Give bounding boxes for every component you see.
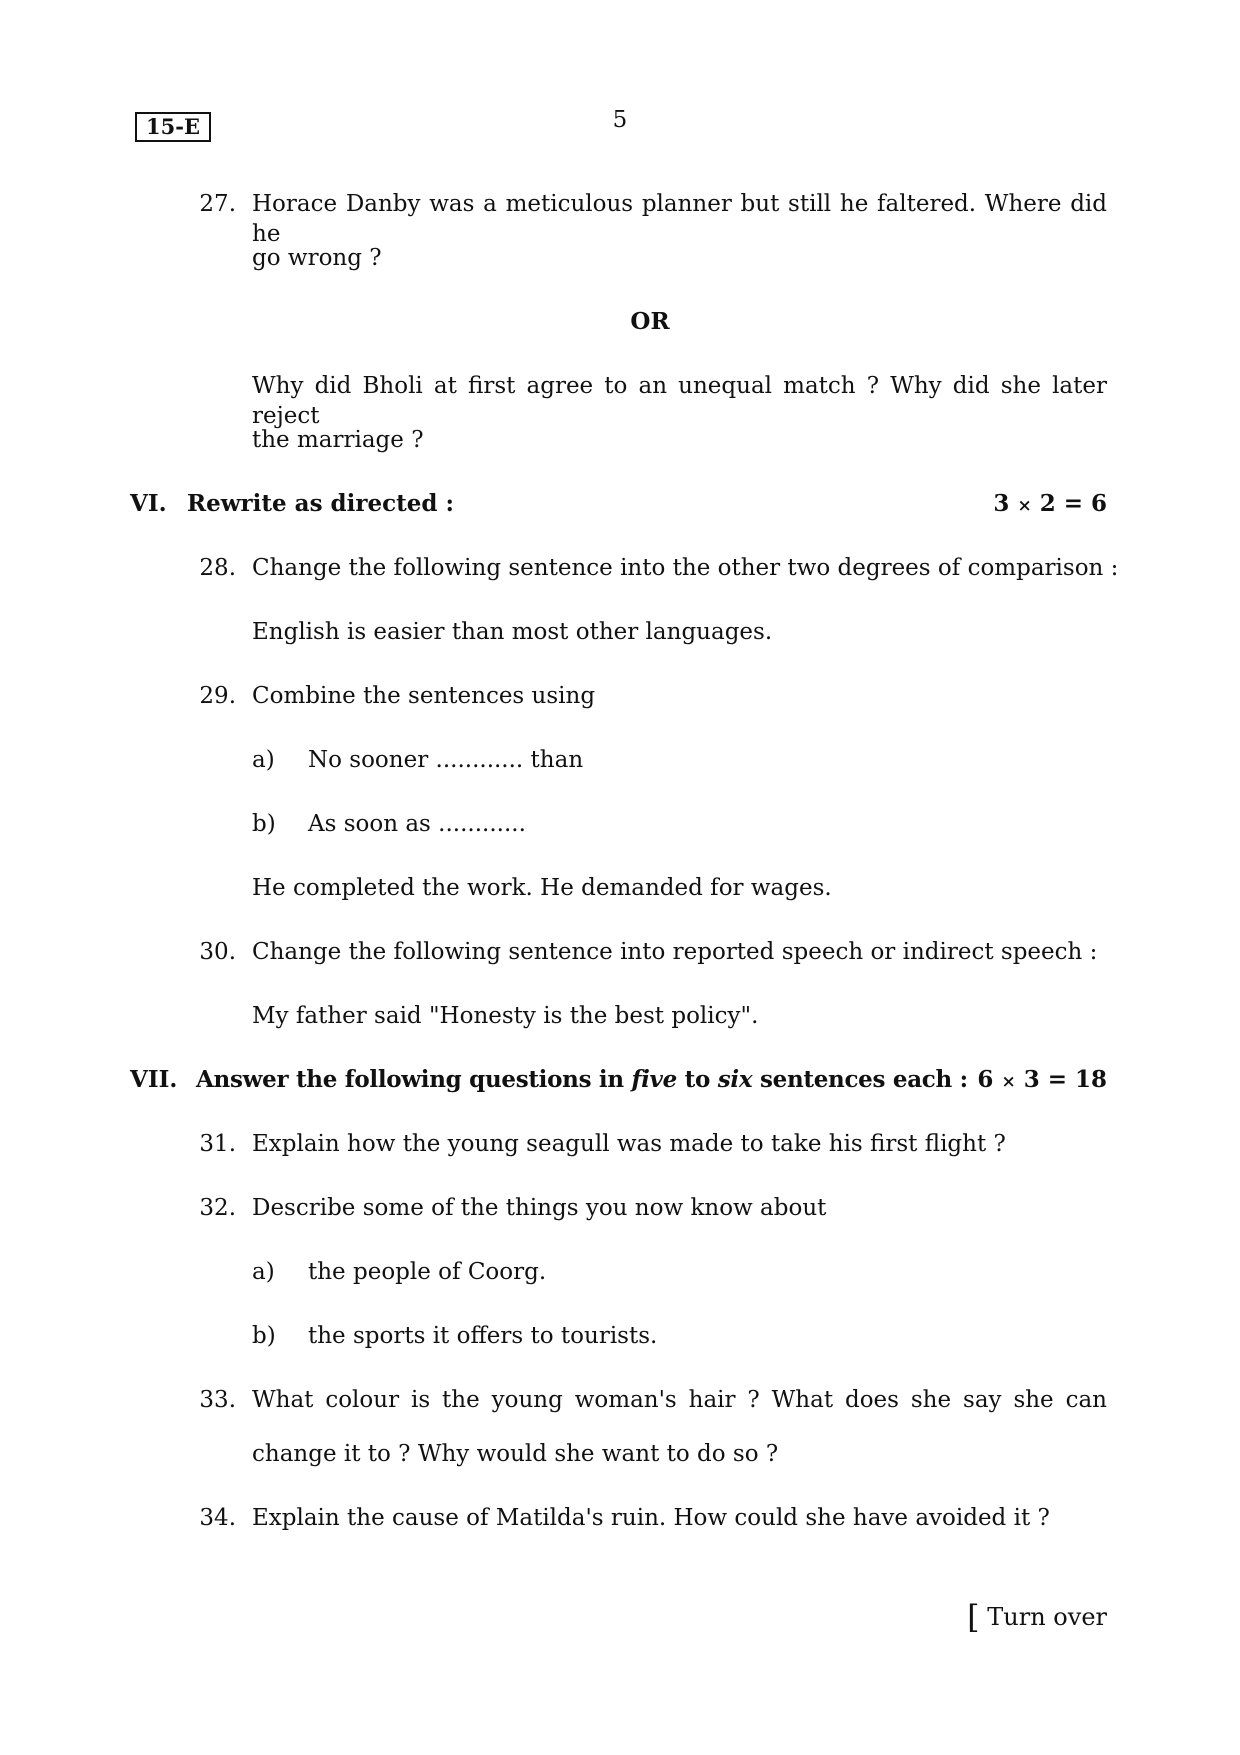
question-30-sentence: My father said "Honesty is the best policy". — [252, 1003, 759, 1029]
paper-code-box: 15-E — [135, 112, 211, 142]
or-separator: OR — [630, 308, 670, 335]
question-number-29: 29. — [199, 683, 236, 709]
question-33-line-2: change it to ? Why would she want to do so ? — [252, 1441, 779, 1467]
question-29-text: Combine the sentences using — [252, 683, 596, 709]
question-number-30: 30. — [199, 939, 236, 965]
option-label: a) — [252, 747, 275, 773]
section-6-marks-a: 3 — [993, 490, 1010, 517]
section-7-heading-to: to — [684, 1066, 711, 1093]
turn-over-note — [967, 1598, 1107, 1636]
option-label: b) — [252, 811, 276, 837]
question-number-32: 32. — [199, 1195, 236, 1221]
question-number-27: 27. — [199, 191, 236, 217]
question-number-34: 34. — [199, 1505, 236, 1531]
option-label: a) — [252, 1259, 275, 1285]
question-32-text: Describe some of the things you now know about — [252, 1195, 827, 1221]
question-34-text: Explain the cause of Matilda's ruin. How could she have avoided it ? — [252, 1505, 1050, 1531]
turn-over-text: Turn over — [987, 1603, 1107, 1631]
bracket-glyph: [ — [967, 1598, 980, 1636]
section-7-marks — [977, 1065, 1107, 1097]
section-7-marks-a: 6 — [977, 1066, 994, 1093]
section-7-heading-post: sentences each : — [759, 1066, 968, 1093]
section-7-marks-b: 3 = 18 — [1023, 1066, 1107, 1093]
question-29-sentence: He completed the work. He demanded for wages. — [252, 875, 832, 901]
section-7-heading-pre: Answer the following questions in — [196, 1066, 624, 1093]
question-number-33: 33. — [199, 1387, 236, 1413]
section-6-numeral: VI. — [130, 490, 167, 517]
question-27-alt-line-1: Why did Bholi at first agree to an unequal match ? Why did she later reject — [252, 373, 1107, 429]
question-27-line-1: Horace Danby was a meticulous planner but still he faltered. Where did he — [252, 191, 1107, 247]
question-number-28: 28. — [199, 555, 236, 581]
question-28-text: Change the following sentence into the other two degrees of comparison : — [252, 555, 1119, 581]
option-label: b) — [252, 1323, 276, 1349]
section-7-heading — [196, 1065, 968, 1095]
page-number: 5 — [612, 107, 628, 133]
times-symbol: × — [1001, 1072, 1016, 1092]
question-28-sentence: English is easier than most other languages. — [252, 619, 773, 645]
section-7-heading-five: five — [631, 1066, 677, 1093]
option-text: the people of Coorg. — [308, 1259, 547, 1285]
question-number-31: 31. — [199, 1131, 236, 1157]
question-31-text: Explain how the young seagull was made to take his first flight ? — [252, 1131, 1006, 1157]
question-33-line-1: What colour is the young woman's hair ? What does she say she can — [252, 1387, 1107, 1413]
section-7-heading-six: six — [717, 1066, 753, 1093]
section-6-marks — [993, 489, 1107, 521]
section-6-heading: Rewrite as directed : — [187, 490, 454, 517]
option-text: the sports it offers to tourists. — [308, 1323, 658, 1349]
question-27-alt-line-2: the marriage ? — [252, 427, 424, 453]
section-7-numeral: VII. — [130, 1066, 178, 1093]
option-text: As soon as ............ — [308, 811, 526, 837]
times-symbol: × — [1017, 496, 1032, 516]
question-30-text: Change the following sentence into reported speech or indirect speech : — [252, 939, 1098, 965]
option-text: No sooner ............ than — [308, 747, 584, 773]
section-6-marks-b: 2 = 6 — [1039, 490, 1107, 517]
question-27-line-2: go wrong ? — [252, 245, 382, 271]
